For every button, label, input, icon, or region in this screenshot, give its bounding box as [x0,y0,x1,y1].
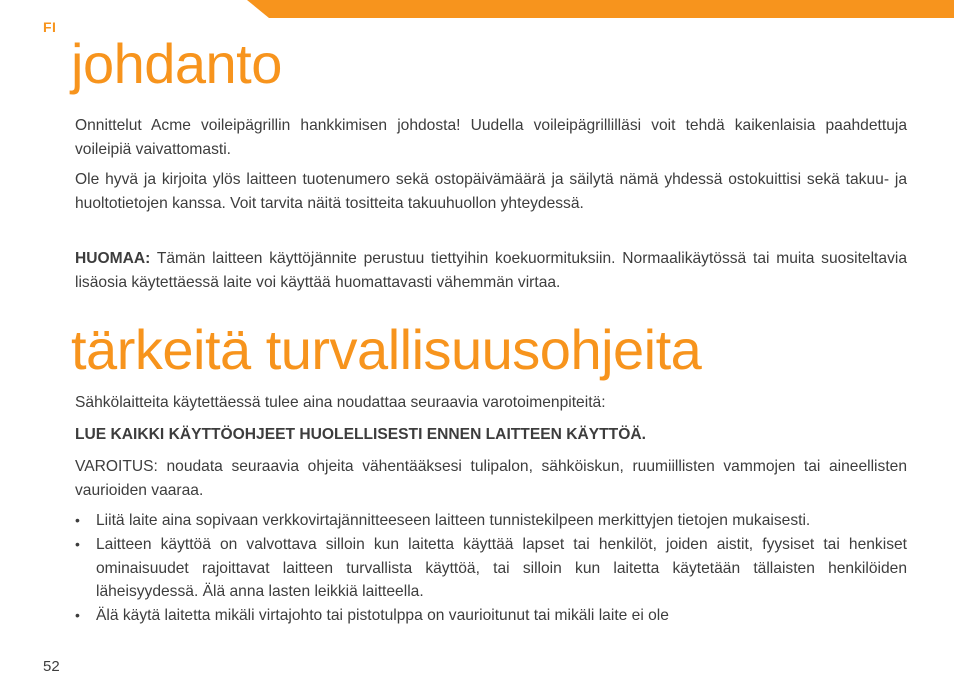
intro-paragraph: Onnittelut Acme voileipägrillin hankkimisen johdosta! Uudella voileipägrillilläsi voit tehdä kaikenlaisia paahdettuja voileipiä vaivattomasti. [75,117,907,158]
list-item-text: Älä käytä laitetta mikäli virtajohto tai pistotulppa on vaurioitunut tai mikäli laite ei ole [96,607,669,625]
header-accent-bar [247,0,954,18]
intro-paragraph: Ole hyvä ja kirjoita ylös laitteen tuotenumero sekä ostopäivämäärä ja säilytä nämä yhdessä ostokuittisi sekä takuu- ja huoltotietojen kanssa. Voit tarvita näitä tositteita takuuhuollon yhteydessä. [75,171,907,212]
list-item-text: Liitä laite aina sopivaan verkkovirtajännitteeseen laitteen tunnistekilpeen merkittyjen tietojen mukaisesti. [96,512,811,529]
list-item [75,604,907,628]
list-item [75,509,907,533]
language-tag: FI [43,19,57,35]
safety-bold-instruction: LUE KAIKKI KÄYTTÖOHJEET HUOLELLISESTI ENNEN LAITTEEN KÄYTTÖÄ. [75,426,646,443]
note-paragraph [75,247,907,295]
safety-warning: VAROITUS: noudata seuraavia ohjeita vähentääksesi tulipalon, sähköiskun, ruumiillisten vammojen tai aineellisten vaurioiden vaaraa. [75,458,907,499]
list-item [75,533,907,604]
page-number: 52 [43,658,60,675]
bullet-icon: • [75,512,80,528]
note-text: Tämän laitteen käyttöjännite perustuu tiettyihin koekuormituksiin. Normaalikäytössä tai muita suositeltavia lisäosia käytettäessä laite voi käyttää huomattavasti vähemmän virtaa. [75,250,907,291]
note-label: HUOMAA: [75,250,151,267]
list-item-text: Laitteen käyttöä on valvottava silloin kun laitetta käyttää lapset tai henkilöt, joiden aistit, fyysiset tai henkiset ominaisuudet rajoittavat laitteen turvallista käyttöä, tai silloin kun laitetta käytetään tällaisten henkilöiden läheisyydessä. Älä anna lasten leikkiä laitteella. [96,535,907,601]
safety-intro: Sähkölaitteita käytettäessä tulee aina noudattaa seuraavia varotoimenpiteitä: [75,394,606,411]
intro-heading: johdanto [71,32,282,95]
safety-heading: tärkeitä turvallisuusohjeita [71,318,702,381]
bullet-icon: • [75,607,80,624]
safety-bullet-list [75,509,907,628]
bullet-icon: • [75,535,80,552]
